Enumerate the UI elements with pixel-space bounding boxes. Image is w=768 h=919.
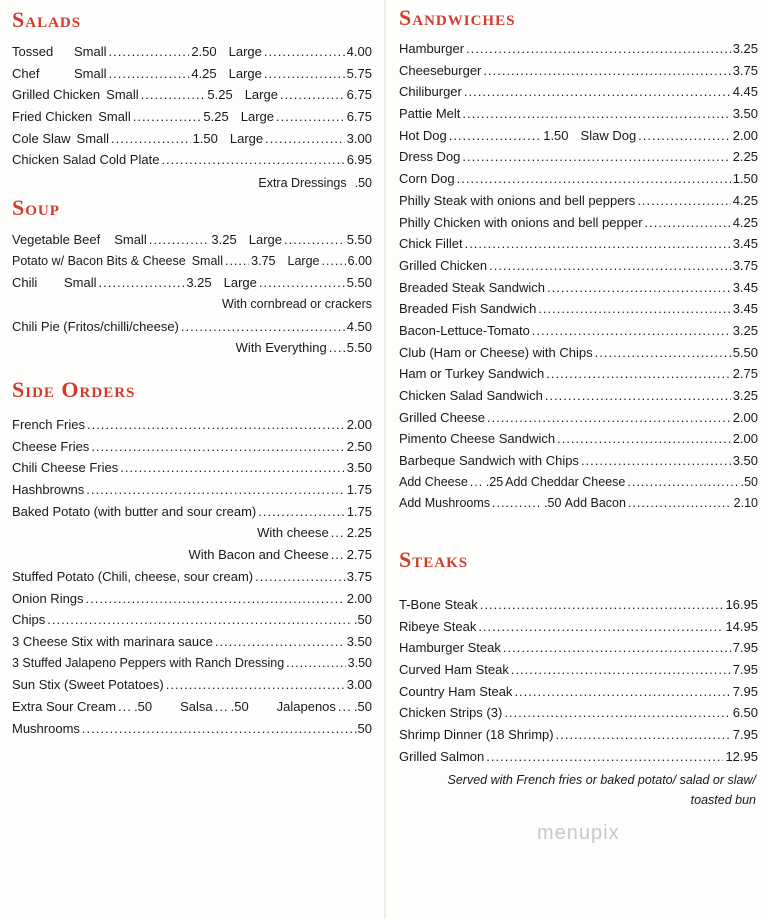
steaks-heading: Steaks — [399, 547, 469, 572]
menu-item-row: Pimento Cheese Sandwich ..... 2.00 — [399, 428, 758, 450]
menu-item-row: Breaded Fish Sandwich ..... 3.45 — [399, 298, 758, 320]
center-fold — [384, 0, 386, 919]
menu-item-row: Ham or Turkey Sandwich ..... 2.75 — [399, 363, 758, 385]
menu-item-row: 3 Cheese Stix with marinara sauce ..... 3.50 — [12, 631, 372, 653]
add-ons-row: Add Mushrooms ..... .50 Add Bacon ..... 2.10 — [399, 493, 758, 515]
menu-item-row: Philly Steak with onions and bell peppers ..... 4.25 — [399, 190, 758, 212]
menu-item-row: Baked Potato (with butter and sour cream) ..... 1.75 — [12, 501, 372, 523]
menu-item-row: Fried Chicken Small ..... 5.25 Large ..... 6.75 — [12, 106, 372, 128]
menu-item-row: Grilled Chicken Small ..... 5.25 Large ..... 6.75 — [12, 84, 372, 106]
menu-item-row: Chips ..... .50 — [12, 609, 372, 631]
menu-item-row: Hashbrowns ..... 1.75 — [12, 479, 372, 501]
left-column — [12, 0, 372, 919]
soup-heading: Soup — [12, 195, 60, 220]
menu-item-row: Philly Chicken with onions and bell pepper ..... 4.25 — [399, 212, 758, 234]
menu-item-row: Curved Ham Steak ..... 7.95 — [399, 659, 758, 681]
menu-item-row: Shrimp Dinner (18 Shrimp) ..... 7.95 — [399, 724, 758, 746]
menu-item-row: Hamburger ..... 3.25 — [399, 38, 758, 60]
salads-heading: Salads — [12, 7, 82, 32]
menu-item-row: Cheeseburger ..... 3.75 — [399, 60, 758, 82]
menu-item-row: Cheese Fries ..... 2.50 — [12, 436, 372, 458]
menu-item-row: Chef Small ..... 4.25 Large ..... 5.75 — [12, 63, 372, 85]
menu-item-row: T-Bone Steak ..... 16.95 — [399, 594, 758, 616]
extras-row: Extra Sour Cream ..... .50 Salsa ..... .50 Jalapenos ..... .50 — [12, 696, 372, 718]
menu-item-row: Chili Small ..... 3.25 Large ..... 5.50 — [12, 272, 372, 294]
sandwiches-section — [399, 2, 758, 515]
menu-item-row: Grilled Chicken ..... 3.75 — [399, 255, 758, 277]
menu-item-row: Sun Stix (Sweet Potatoes) ..... 3.00 — [12, 674, 372, 696]
menu-item-row: Corn Dog ..... 1.50 — [399, 168, 758, 190]
menu-item-row: Onion Rings ..... 2.00 — [12, 588, 372, 610]
with-cheese-row: With cheese ..... 2.25 — [12, 522, 372, 544]
menu-item-row: Hamburger Steak ..... 7.95 — [399, 637, 758, 659]
menu-item-row: Potato w/ Bacon Bits & Cheese Small ..... 3.75 Large ..... 6.00 — [12, 251, 372, 273]
extra-dressings-row: Extra Dressings .50 — [258, 176, 372, 191]
steaks-served-with-note: Served with French fries or baked potato/ salad or slaw/ toasted bun — [447, 772, 756, 807]
menu-item-row: 3 Stuffed Jalapeno Peppers with Ranch Dressing ..... 3.50 — [12, 653, 372, 675]
side-orders-section — [12, 374, 372, 739]
menu-item-row: Chicken Strips (3) ..... 6.50 — [399, 702, 758, 724]
menu-item-row: Club (Ham or Cheese) with Chips ..... 5.50 — [399, 342, 758, 364]
menu-item-row: Chili Pie (Fritos/chilli/cheese) ..... 4.50 — [12, 316, 372, 338]
menupix-watermark: menupix — [537, 822, 620, 844]
menu-item-row: Stuffed Potato (Chili, cheese, sour cream) ..... 3.75 — [12, 566, 372, 588]
menu-item-row: Barbeque Sandwich with Chips ..... 3.50 — [399, 450, 758, 472]
menu-item-row: Grilled Salmon ..... 12.95 — [399, 746, 758, 768]
menu-item-row: Chicken Salad Sandwich ..... 3.25 — [399, 385, 758, 407]
menu-item-row: Country Ham Steak ..... 7.95 — [399, 681, 758, 703]
menu-item-row: Grilled Cheese ..... 2.00 — [399, 407, 758, 429]
menu-item-row: Chicken Salad Cold Plate ..... 6.95 — [12, 149, 372, 171]
menu-item-row: Tossed Small ..... 2.50 Large ..... 4.00 — [12, 41, 372, 63]
menu-item-row: Chili Cheese Fries ..... 3.50 — [12, 457, 372, 479]
right-column — [399, 0, 758, 919]
menu-item-row: Chiliburger ..... 4.45 — [399, 81, 758, 103]
with-bacon-row: With Bacon and Cheese ..... 2.75 — [12, 544, 372, 566]
with-everything-row: With Everything ..... 5.50 — [12, 337, 372, 359]
sandwiches-heading: Sandwiches — [399, 5, 516, 30]
menu-item-row: Vegetable Beef Small ..... 3.25 Large ..... 5.50 — [12, 229, 372, 251]
menu-item-row: Chick Fillet ..... 3.45 — [399, 233, 758, 255]
menu-item-row: Mushrooms ..... .50 — [12, 718, 372, 740]
menu-item-row: Bacon-Lettuce-Tomato ..... 3.25 — [399, 320, 758, 342]
chili-note: With cornbread or crackers — [221, 297, 372, 312]
add-ons-row: Add Cheese ..... .25 Add Cheddar Cheese ..... .50 — [399, 472, 758, 494]
menu-item-row: Cole Slaw Small ..... 1.50 Large ..... 3.00 — [12, 128, 372, 150]
soup-section — [12, 192, 372, 359]
menu-item-row: Dress Dog ..... 2.25 — [399, 146, 758, 168]
menu-item-row: Pattie Melt ..... 3.50 — [399, 103, 758, 125]
menu-item-row: French Fries ..... 2.00 — [12, 414, 372, 436]
menu-item-row: Breaded Steak Sandwich ..... 3.45 — [399, 277, 758, 299]
hot-dog-row: Hot Dog ..... 1.50 Slaw Dog ..... 2.00 — [399, 125, 758, 147]
salads-section — [12, 4, 372, 195]
side-orders-heading: Side Orders — [12, 377, 136, 402]
steaks-section — [399, 544, 758, 810]
menu-item-row: Ribeye Steak ..... 14.95 — [399, 616, 758, 638]
